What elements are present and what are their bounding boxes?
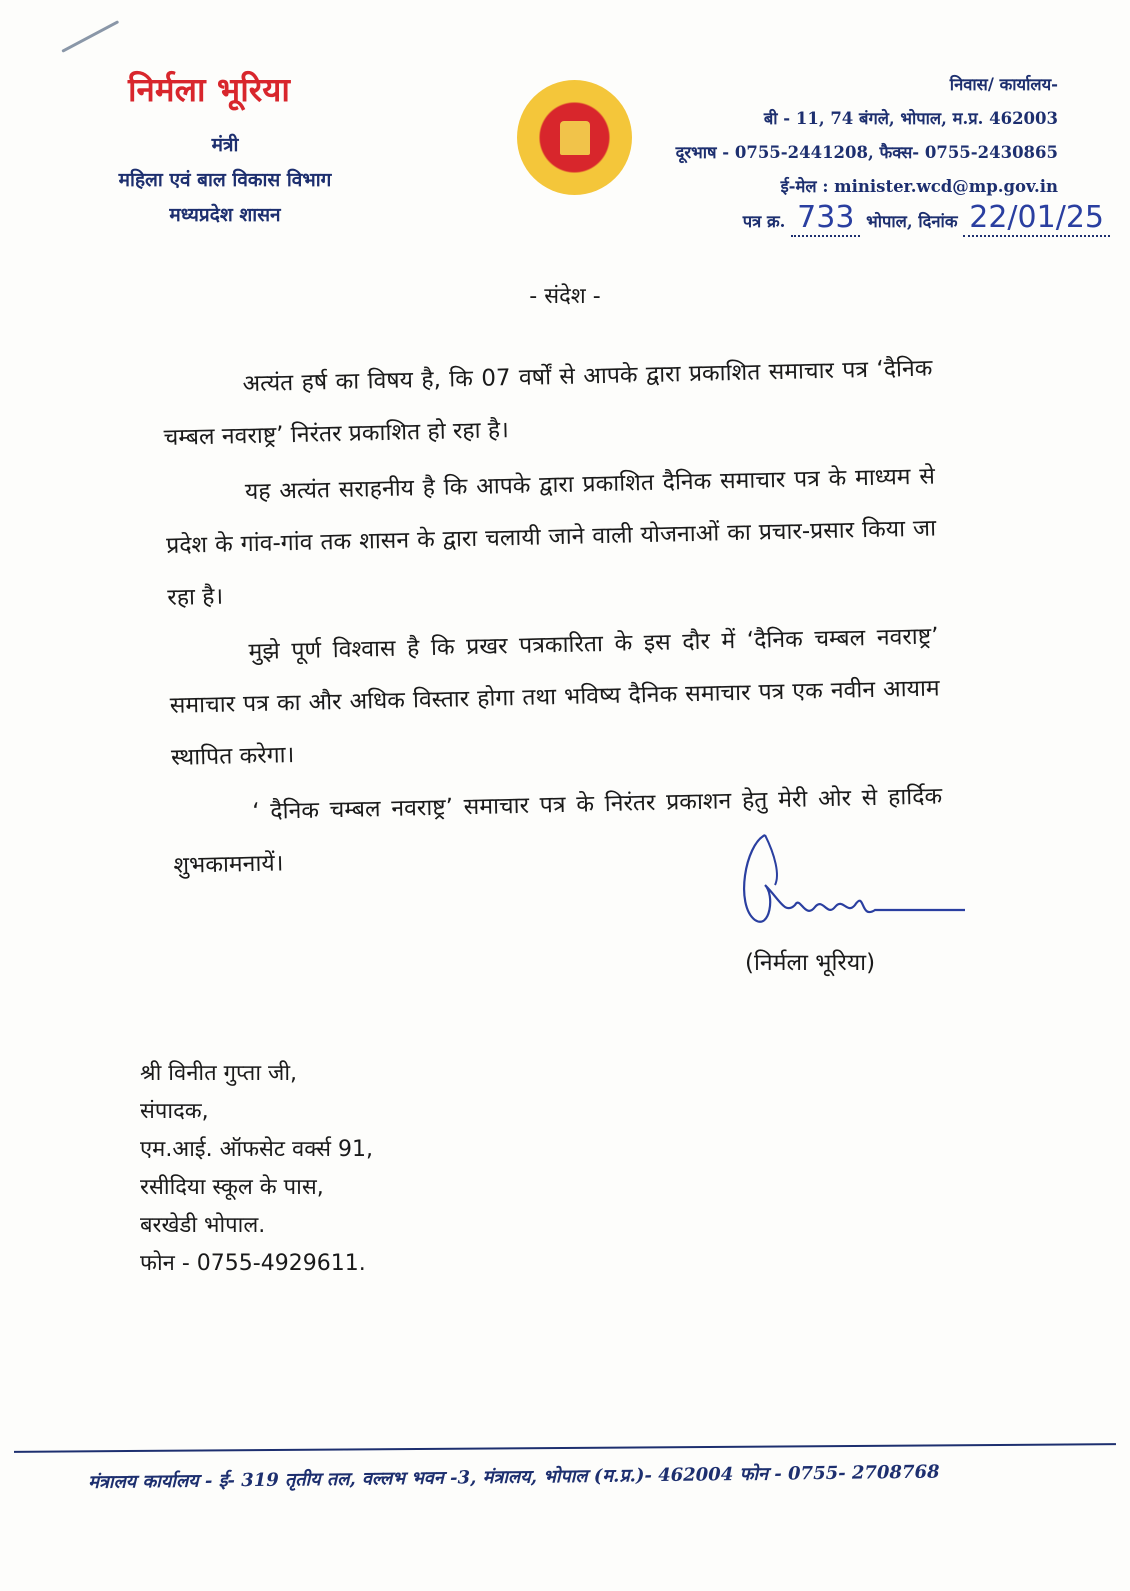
- letter-no-label: पत्र क्र.: [742, 212, 786, 231]
- pen-mark: [61, 20, 119, 53]
- address: बी - 11, 74 बंगले, भोपाल, म.प्र. 462003: [763, 109, 1058, 128]
- designation: मंत्री: [211, 134, 239, 156]
- email: ई-मेल : minister.wcd@mp.gov.in: [780, 177, 1058, 196]
- letter-reference: [743, 200, 1110, 237]
- letter-no: 733: [791, 200, 860, 237]
- government: मध्यप्रदेश शासन: [169, 204, 281, 226]
- paragraph: मुझे पूर्ण विश्वास है कि प्रखर पत्रकारिता के इस दौर में ‘दैनिक चम्बल नवराष्ट्र’ समाचार पत्र का और अधिक विस्तार होगा तथा भविष्य दैनिक समाचार पत्र एक नवीन आयाम स्थापित करेगा।: [169, 623, 940, 771]
- recipient-line: संपादक,: [140, 1099, 209, 1124]
- minister-name: निर्मला भूरिया: [128, 70, 290, 109]
- place-date-label: भोपाल, दिनांक: [866, 212, 958, 231]
- letter-date: 22/01/25: [963, 200, 1110, 237]
- recipient-line: रसीदिया स्कूल के पास,: [140, 1175, 324, 1200]
- paragraph: ‘ दैनिक चम्बल नवराष्ट्र’ समाचार पत्र के निरंतर प्रकाशन हेतु मेरी ओर से हार्दिक शुभकामनायें।: [173, 783, 943, 879]
- mp-government-emblem: [517, 80, 632, 195]
- footer-divider: [14, 1443, 1116, 1453]
- signatory-name: (निर्मला भूरिया): [745, 950, 876, 976]
- paragraph: अत्यंत हर्ष का विषय है, कि 07 वर्षों से आपके द्वारा प्रकाशित समाचार पत्र ‘दैनिक चम्बल नवराष्ट्र’ निरंतर प्रकाशित हो रहा है।: [163, 355, 933, 451]
- recipient-line: बरखेडी भोपाल.: [140, 1213, 266, 1238]
- recipient-address: [140, 1055, 373, 1283]
- phone-fax: दूरभाष - 0755-2441208, फैक्स- 0755-2430865: [675, 143, 1058, 162]
- letterhead-right: [676, 68, 1058, 204]
- message-body: [162, 343, 944, 896]
- recipient-line: श्री विनीत गुप्ता जी,: [140, 1061, 298, 1086]
- paragraph: यह अत्यंत सराहनीय है कि आपके द्वारा प्रकाशित दैनिक समाचार पत्र के माध्यम से प्रदेश के गांव-गांव तक शासन के द्वारा चलायी जाने वाली योजनाओं का प्रचार-प्रसार किया जा रहा है।: [165, 463, 937, 611]
- department: महिला एवं बाल विकास विभाग: [118, 169, 332, 191]
- recipient-line: फोन - 0755-4929611.: [140, 1251, 366, 1276]
- letterhead-left: [80, 128, 370, 233]
- footer-address: मंत्रालय कार्यालय - ई- 319 तृतीय तल, वल्लभ भवन -3, मंत्रालय, भोपाल (म.प्र.)- 462004 फोन - 0755- 2708768: [88, 1461, 940, 1493]
- signature: [735, 825, 975, 945]
- recipient-line: एम.आई. ऑफसेट वर्क्स 91,: [140, 1137, 373, 1162]
- message-title: - संदेश -: [529, 284, 601, 309]
- residence-label: निवास/ कार्यालय-: [949, 75, 1058, 94]
